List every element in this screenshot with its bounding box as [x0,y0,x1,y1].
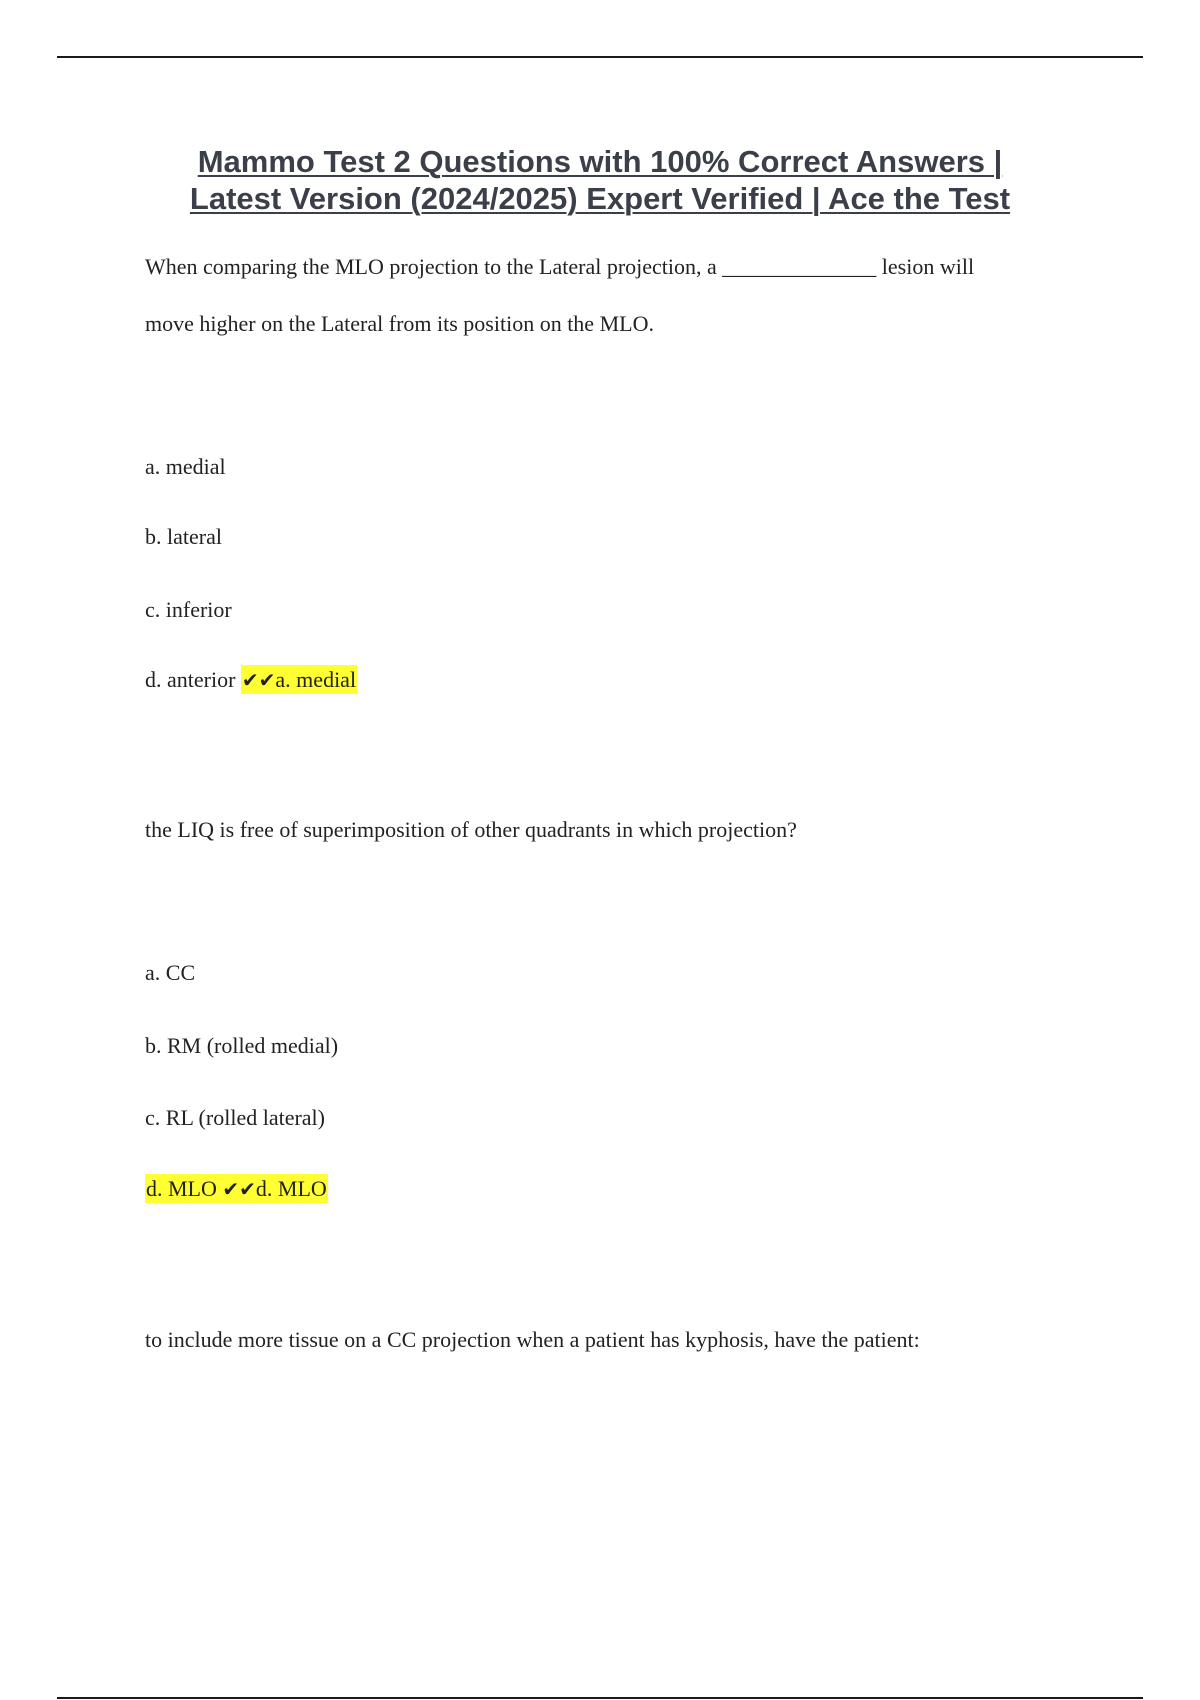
question-1-option-a: a. medial [145,454,226,479]
document-title [100,143,1100,217]
question-2-option-c: c. RL (rolled lateral) [145,1105,325,1130]
question-2-answer: d. MLO [255,1176,327,1201]
question-2-option-d-row [145,1175,328,1203]
question-2-answer-highlight [145,1174,328,1203]
question-2-stem: the LIQ is free of superimposition of other quadrants in which projection? [145,817,797,842]
question-1-option-d-row [145,666,357,694]
question-1-stem-line-1: When comparing the MLO projection to the Lateral projection, a ______________ lesion will [145,254,975,279]
question-1-option-c: c. inferior [145,597,232,622]
checkmark-icon: ✔✔ [222,1177,256,1201]
question-3-stem: to include more tissue on a CC projection when a patient has kyphosis, have the patient: [145,1327,920,1352]
checkmark-icon: ✔✔ [241,668,276,692]
question-1-option-b: b. lateral [145,524,222,549]
footer-rule [57,1697,1143,1699]
question-1-option-d: d. anterior [145,667,236,692]
question-2-option-b: b. RM (rolled medial) [145,1033,339,1058]
title-line-2: Latest Version (2024/2025) Expert Verified | Ace the Test [189,181,1011,216]
title-line-1: Mammo Test 2 Questions with 100% Correct Answers | [197,144,1003,179]
question-2-option-d: d. MLO [146,1176,217,1201]
question-1-stem-line-2: move higher on the Lateral from its position on the MLO. [145,311,654,336]
question-1-answer: a. medial [275,667,357,692]
question-1-answer-highlight [241,665,357,694]
header-rule [57,56,1143,58]
question-2-option-a: a. CC [145,960,196,985]
